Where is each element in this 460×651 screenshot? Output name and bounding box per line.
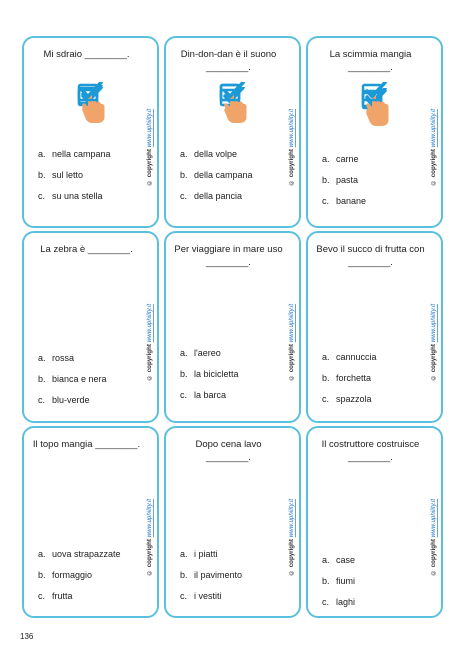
option-text: spazzola [336, 394, 372, 404]
answer-option[interactable] [38, 569, 141, 590]
quiz-card [22, 426, 159, 618]
copyright-notice [145, 287, 155, 397]
option-text: fiumi [336, 576, 356, 586]
answer-option[interactable] [322, 351, 425, 372]
quiz-card [164, 426, 301, 618]
answer-option[interactable] [322, 174, 425, 195]
answer-option[interactable] [38, 590, 141, 611]
answer-options [180, 347, 283, 410]
answer-option[interactable] [322, 153, 425, 174]
quiz-card [22, 36, 159, 228]
option-text: della volpe [194, 149, 238, 159]
question-text: Il topo mangia ________. [32, 439, 141, 450]
question-text: La scimmia mangia ________. [329, 49, 412, 73]
answer-options [180, 548, 283, 611]
answer-option[interactable] [322, 195, 425, 216]
option-letter: c. [180, 390, 188, 400]
answer-option[interactable] [38, 190, 141, 211]
copyright-link[interactable]: www.uphility.it [430, 498, 437, 537]
answer-option[interactable] [180, 169, 283, 190]
option-text: case [336, 555, 356, 565]
copyright-label: © copyright [288, 538, 295, 576]
copyright-label: © copyright [288, 148, 295, 186]
option-text: la bicicletta [194, 369, 239, 379]
option-letter: a. [322, 555, 330, 565]
copyright-notice [287, 287, 297, 397]
option-letter: c. [322, 196, 330, 206]
answer-option[interactable] [38, 394, 141, 415]
answer-options [180, 148, 283, 211]
option-letter: c. [180, 591, 188, 601]
checkbox-hand-icon [76, 82, 106, 118]
answer-option[interactable] [322, 596, 425, 617]
option-text: bianca e nera [52, 374, 107, 384]
option-text: su una stella [52, 191, 103, 201]
option-text: forchetta [336, 373, 372, 383]
copyright-label: © copyright [288, 343, 295, 381]
option-text: formaggio [52, 570, 93, 580]
answer-option[interactable] [180, 368, 283, 389]
question-text: Il costruttore costruisce ________. [321, 439, 420, 463]
option-letter: a. [180, 348, 188, 358]
copyright-notice [429, 482, 439, 592]
quiz-card [306, 231, 443, 423]
option-letter: a. [180, 549, 188, 559]
option-letter: b. [180, 570, 188, 580]
answer-option[interactable] [38, 148, 141, 169]
option-letter: b. [180, 369, 188, 379]
option-letter: a. [38, 549, 46, 559]
option-text: cannuccia [336, 352, 377, 362]
answer-option[interactable] [180, 569, 283, 590]
answer-option[interactable] [322, 554, 425, 575]
hand-icon [224, 93, 246, 118]
option-letter: c. [38, 191, 46, 201]
option-letter: a. [38, 353, 46, 363]
copyright-notice [429, 287, 439, 397]
copyright-label: © copyright [430, 343, 437, 381]
copyright-notice [287, 92, 297, 202]
answer-option[interactable] [38, 352, 141, 373]
option-letter: c. [322, 394, 330, 404]
copyright-link[interactable]: www.uphility.it [288, 303, 295, 342]
answer-option[interactable] [322, 393, 425, 414]
copyright-notice [429, 92, 439, 202]
checkbox-hand-icon [360, 82, 390, 118]
copyright-link[interactable]: www.uphility.it [146, 498, 153, 537]
option-text: la barca [194, 390, 227, 400]
option-text: l'aereo [194, 348, 221, 358]
answer-options [322, 554, 425, 617]
option-letter: b. [180, 170, 188, 180]
option-letter: b. [322, 576, 330, 586]
answer-option[interactable] [38, 548, 141, 569]
copyright-label: © copyright [146, 343, 153, 381]
option-text: della pancia [194, 191, 243, 201]
option-text: i vestiti [194, 591, 222, 601]
question-text: Din-don-dan è il suono ________. [180, 49, 277, 73]
option-text: banane [336, 196, 367, 206]
option-letter: a. [322, 154, 330, 164]
answer-options [38, 548, 141, 611]
copyright-label: © copyright [146, 148, 153, 186]
option-letter: b. [322, 175, 330, 185]
question-text: Bevo il succo di frutta con ________. [316, 244, 425, 268]
copyright-label: © copyright [430, 538, 437, 576]
answer-option[interactable] [180, 389, 283, 410]
answer-options [322, 153, 425, 216]
question-text: Mi sdraio ________. [43, 49, 130, 60]
option-text: il pavimento [194, 570, 243, 580]
answer-option[interactable] [38, 373, 141, 394]
quiz-card [164, 36, 301, 228]
copyright-notice [145, 92, 155, 202]
option-text: pasta [336, 175, 359, 185]
copyright-label: © copyright [430, 148, 437, 186]
answer-options [322, 351, 425, 414]
option-text: carne [336, 154, 359, 164]
option-letter: a. [322, 352, 330, 362]
option-letter: a. [38, 149, 46, 159]
copyright-link[interactable]: www.uphility.it [288, 108, 295, 147]
option-letter: c. [38, 591, 46, 601]
checkbox-hand-icon [218, 82, 248, 118]
answer-option[interactable] [180, 548, 283, 569]
copyright-link[interactable]: www.uphility.it [146, 108, 153, 147]
copyright-link[interactable]: www.uphility.it [430, 303, 437, 342]
question-text: Dopo cena lavo ________. [195, 439, 262, 463]
option-text: uova strapazzate [52, 549, 121, 559]
option-text: sul letto [52, 170, 84, 180]
answer-option[interactable] [180, 347, 283, 368]
copyright-link[interactable]: www.uphility.it [288, 498, 295, 537]
option-letter: b. [38, 570, 46, 580]
answer-option[interactable] [38, 169, 141, 190]
option-text: della campana [194, 170, 253, 180]
option-text: nella campana [52, 149, 111, 159]
quiz-card [306, 36, 443, 228]
option-text: rossa [52, 353, 75, 363]
option-text: laghi [336, 597, 356, 607]
answer-options [38, 352, 141, 415]
option-text: frutta [52, 591, 73, 601]
option-letter: b. [322, 373, 330, 383]
hand-icon [366, 93, 388, 118]
option-letter: c. [38, 395, 46, 405]
copyright-link[interactable]: www.uphility.it [146, 303, 153, 342]
hand-icon [82, 93, 104, 118]
option-letter: c. [322, 597, 330, 607]
option-letter: b. [38, 374, 46, 384]
copyright-notice [145, 482, 155, 592]
option-letter: a. [180, 149, 188, 159]
copyright-label: © copyright [146, 538, 153, 576]
page-number: 136 [20, 632, 34, 641]
quiz-card [306, 426, 443, 618]
copyright-notice [287, 482, 297, 592]
option-text: i piatti [194, 549, 218, 559]
answer-options [38, 148, 141, 211]
answer-option[interactable] [322, 372, 425, 393]
answer-option[interactable] [180, 190, 283, 211]
question-text: Per viaggiare in mare uso ________. [174, 244, 283, 268]
quiz-card [22, 231, 159, 423]
copyright-link[interactable]: www.uphility.it [430, 108, 437, 147]
answer-option[interactable] [180, 148, 283, 169]
answer-option[interactable] [322, 575, 425, 596]
option-text: blu-verde [52, 395, 90, 405]
answer-option[interactable] [180, 590, 283, 611]
option-letter: b. [38, 170, 46, 180]
quiz-card [164, 231, 301, 423]
option-letter: c. [180, 191, 188, 201]
question-text: La zebra è ________. [40, 244, 133, 255]
